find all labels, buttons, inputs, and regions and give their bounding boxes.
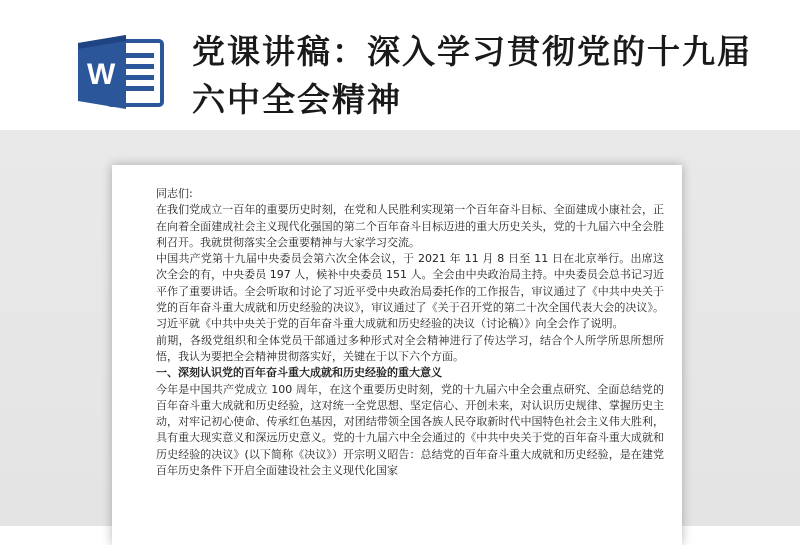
document-page	[112, 165, 682, 545]
paragraph-3: 前期，各级党组织和全体党员干部通过多种形式对全会精神进行了传达学习，结合个人所学所思所想所悟，我认为要把全会精神贯彻落实好，关键在于以下六个方面。	[156, 333, 664, 363]
page-title: 党课讲稿：深入学习贯彻党的十九届六中全会精神	[192, 32, 752, 119]
salutation: 同志们:	[156, 187, 193, 200]
paragraph-1: 在我们党成立一百年的重要历史时刻，在党和人民胜利实现第一个百年奋斗目标、全面建成小康社会，正在向着全面建成社会主义现代化强国的第二个百年奋斗目标迈进的重大历史关头，党的十九届六中全会胜利召开。我就贯彻落实全会重要精神与大家学习交流。	[156, 203, 664, 249]
paragraph-4: 今年是中国共产党成立 100 周年，在这个重要历史时刻，党的十九届六中全会重点研究、全面总结党的百年奋斗重大成就和历史经验，这对统一全党思想、坚定信心、开创未来，对认识历史规律、掌握历史主动，对牢记初心使命、传承红色基因，对团结带领全国各族人民夺取新时代中国特色社会主义伟大胜利，具有重大现实意义和深远历史意义。党的十九届六中全会通过的《中共中央关于党的百年奋斗重大成就和历史经验的决议》(以下简称《决议》）开宗明义昭告：总结党的百年奋斗重大成就和历史经验，是在建党百年历史条件下开启全面建设社会主义现代化国家	[156, 382, 664, 478]
document-body	[156, 186, 664, 479]
paragraph-2: 中国共产党第十九届中央委员会第六次全体会议，于 2021 年 11 月 8 日至 11 日在北京举行。出席这次全会的有，中央委员 197 人，候补中央委员 151 人。全会由中央政治局主持。中央委员会总书记习近平作了重要讲话。全会听取和讨论了习近平受中央政治局委托作的工作报告，审议通过了《中共中央关于党的百年奋斗重大成就和历史经验的决议》，审议通过了《关于召开党的第二十次全国代表大会的决议》。习近平就《中共中央关于党的百年奋斗重大成就和历史经验的决议（讨论稿）》向全会作了说明。	[156, 252, 664, 331]
section-heading: 一、深刻认识党的百年奋斗重大成就和历史经验的重大意义	[156, 366, 442, 380]
word-icon-letter: W	[87, 58, 116, 91]
header	[0, 0, 800, 130]
word-icon	[74, 33, 166, 111]
